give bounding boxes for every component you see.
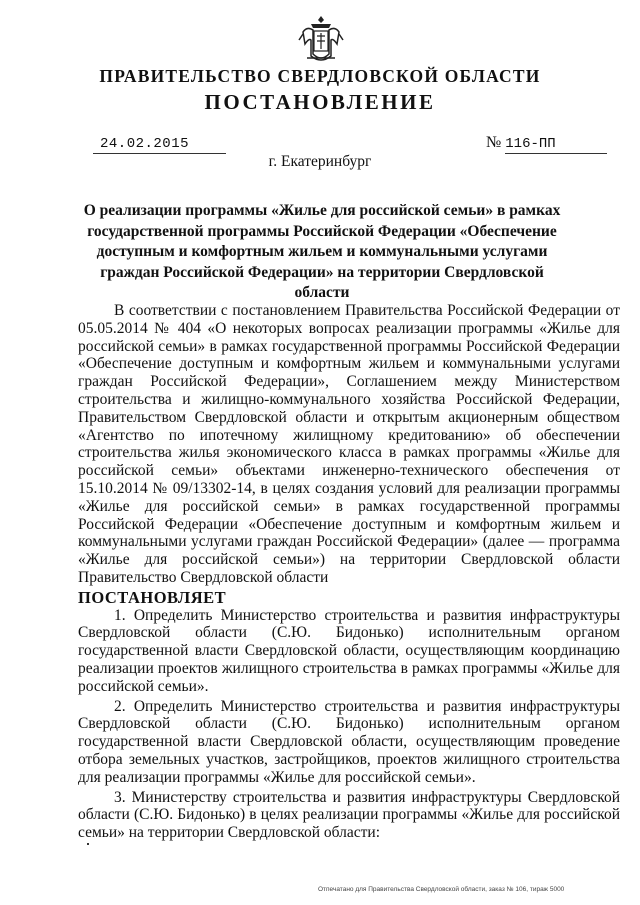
print-footer: Отпечатано для Правительства Свердловской области, заказ № 106, тираж 5000 (318, 886, 565, 893)
dot-mark (87, 843, 89, 845)
decree-word: ПОСТАНОВЛЯЕТ (78, 587, 227, 607)
document-type: ПОСТАНОВЛЕНИЕ (204, 90, 436, 114)
document-body (78, 302, 620, 842)
organization-name: ПРАВИТЕЛЬСТВО СВЕРДЛОВСКОЙ ОБЛАСТИ (99, 66, 541, 86)
city: г. Екатеринбург (268, 153, 372, 170)
list-item: 1. Определить Министерство строительства и развития инфраструктуры Свердловской области (С.Ю. Бидонько) исполнительным органом государственной власти Свердловской области, осуществляющим координацию реализации проектов жилищного строительства в рамках программы «Жилье для российской семьи». (78, 606, 620, 695)
preamble: В соответствии с постановлением Правительства Российской Федерации от 05.05.2014 № 404 «О некоторых вопросах реализации программы «Жилье для российской семьи» в рамках государственной программы Российской Федерации «Обеспечение доступным и комфортным жильем и коммунальными услугами граждан Российской Федерации», Соглашением между Министерством строительства и жилищно-коммунального хозяйства Российской Федерации, Правительством Свердловской области и открытым акционерным обществом «Агентство по ипотечному жилищному кредитованию» об обеспечении строительства жилья экономического класса в рамках программы «Жилье для российской семьи» объектами инженерно-технического обеспечения от 15.10.2014 № 09/13302-14, в целях создания условий для реализации программы «Жилье для российской семьи» в рамках государственной программы Российской Федерации «Обеспечение доступным и комфортным жильем и коммунальными услугами граждан Российской Федерации» (далее — программа «Жилье для российской семьи») на территории Свердловской области Правительство Свердловской области (78, 302, 620, 586)
list-item: 2. Определить Министерство строительства и развития инфраструктуры Свердловской области (С.Ю. Бидонько) исполнительным органом государственной власти Свердловской области, осуществляющим проведение отбора земельных участков, застройщиков, проектов жилищного строительства для реализации программы «Жилье для российской семьи». (78, 697, 620, 786)
coat-of-arms-icon (297, 14, 345, 64)
number-value: 116-ПП (505, 136, 556, 152)
document-title: О реализации программы «Жилье для российской семьи» в рамках государственной программы Российской Федерации «Обеспечение доступным и комфортным жильем и коммунальными услугами граждан Российской Федерации» на территории Свердловской области (83, 202, 561, 301)
document-number (486, 134, 556, 152)
list-item: 3. Министерству строительства и развития инфраструктуры Свердловской области (С.Ю. Бидонько) в целях реализации программы «Жилье для российской семьи» на территории Свердловской области: (78, 788, 620, 842)
number-label: № (486, 134, 502, 151)
document-date: 24.02.2015 (100, 136, 190, 152)
